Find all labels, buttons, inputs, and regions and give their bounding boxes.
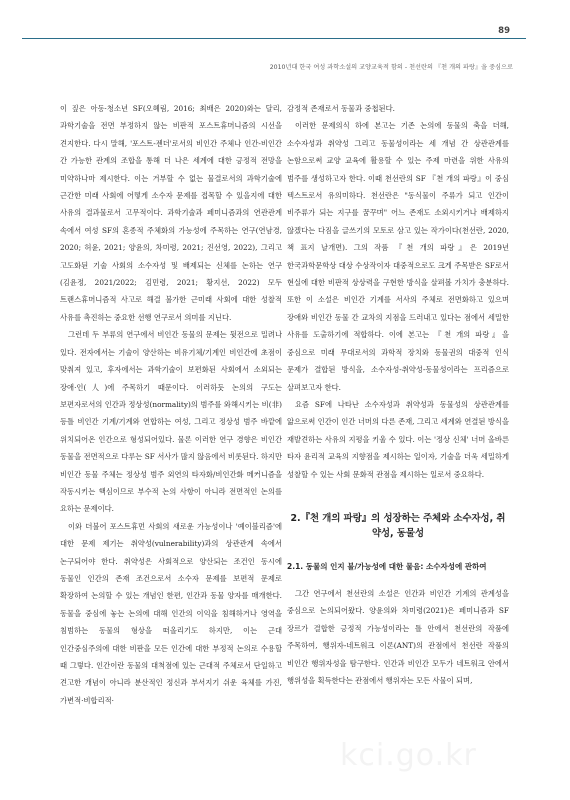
body-text	[287, 100, 509, 483]
running-head: 2010년대 한국 여성 과학소설의 교양교육적 함의 - 천선란의 『천 개의 파랑』을 중심으로	[269, 64, 513, 71]
page-number: 89	[498, 26, 510, 36]
subsection-gap	[287, 542, 509, 560]
left-column	[60, 100, 282, 709]
body-text	[60, 100, 282, 709]
right-column	[287, 100, 509, 689]
subsection-heading: 2.1. 동물의 인지 불/가능성에 대한 물음: 소수자성에 관하여	[287, 561, 487, 571]
paragraph: 이와 더불어 포스트휴먼 사회의 새로운 가능성이나 '예이블리즘'에 대한 문제 제기는 취약성(vulnerability)과의 상관관계 속에서 논구되어야 한다. 취약성은 사회적으로 양산되는 조건인 동시에 동물인 인간의 존재 조건으로서 소수자 문제를 보편적 문제로 확장하여 논의할 수 있는 개념인 한편, 인간과 동물 양자를 매개한다. 동물을 중심에 놓는 논의에 대해 인간의 이익을 침해하거나 영역을 침범하는 동물의 형상을 떠올리기도 하지만, 이는 근대 인간중심주의에 대한 비판을 모든 인간에 대한 부정적 논의로 수용할 때 그렇다. 인간이란 동물의 대척점에 있는 근대적 주체로서 단일하고 견고한 개념이 아니라 분산적인 정신과 부서지기 쉬운 육체를 가진, 가변적·비합리적·	[60, 521, 282, 705]
paragraph: 이 짚은 아동·청소년 SF(오혜림, 2016; 최배은 2020)와는 달리, 과학기술을 전면 부정하지 않는 비판적 포스트휴머니즘의 시선을 견지한다. 다시 말해, '포스트-젠더'로서의 비인간 주체나 인간-비인간 간 가능한 관계의 조합을 통해 더 나은 세계에 대한 긍정적 전망을 미약하나마 제시한다. 이는 거부할 수 없는 물결로서의 과학기술에 근간한 미래 사회에 어떻게 소수자 문제를 접목할 수 있을지에 대한 사유의 결과물로서 고무적이다. 과학기술과 페미니즘과의 연관관계 속에서 여성 SF의 혼종적 주체화의 가능성에 주목하는 연구(연남경, 2020; 허윤, 2021; 양윤의, 차미령, 2021; 진선영, 2022), 그리고 고도화된 기술 사회의 소수자성 및 배제되는 신체를 논하는 연구(김윤정, 2021/2022; 김민령, 2021; 황지선, 2022) 모두 트랜스휴머니즘적 사고로 해결 불가한 근미래 사회에 대한 성찰적 사유를 촉진하는 중요한 선행 연구로서 의미를 지닌다.	[60, 104, 282, 322]
paragraph-gap	[287, 573, 509, 585]
paragraph: 요즘 SF에 나타난 소수자성과 취약성과 동물성의 상관관계를 앎으로써 인간이 인간 너머의 다른 존재, 그리고 세계와 연결된 방식을 재발견하는 사유의 지평을 키울 수 있다. 이는 '정상 신체' 너머 올바른 타자 윤리적 교육의 지향점을 제시하는 일이자, 기술을 더욱 세밀하게 성찰할 수 있는 사회 문화적 관점을 제시하는 일로서 중요하다.	[287, 399, 509, 479]
watermark: kci.go.kr	[340, 738, 477, 773]
paragraph: 이러한 문제의식 하에 본고는 기존 논의에 동물의 축을 더해, 소수자성과 취약성 그리고 동물성이라는 세 개념 간 상관관계를 논함으로써 교양 교육에 활용할 수 있는 주제 마련을 위한 사유의 범주를 생성하고자 한다. 이때 천선란의 SF 『천 개의 파랑』이 중심 텍스트로서 유의미하다. 천선란은 "동식물이 주류가 되고 인간이 비주류가 되는 지구를 꿈꾸며" 어느 존재도 소외시키거나 배제하지 않겠다는 다짐을 글쓰기의 모토로 삼고 있는 작가이다(천선란, 2020, 책 표지 날개면). 그의 작품 『천 개의 파랑』은 2019년 한국과학문학상 대상 수상작이자 대중적으로도 크게 주목받은 SF로서 현실에 대한 비판적 상상력을 구현한 방식을 살펴볼 가치가 충분하다. 또한 이 소설은 비인간 기계를 서사의 주체로 전면화하고 있으며 장애와 비인간 동물 간 교차의 지점을 드러내고 있다는 점에서 세밀한 사유를 도출하기에 적합하다. 이에 본고는 『천 개의 파랑』을 중심으로 미래 무대로서의 과학적 장치와 동물권의 대중적 인식 문제가 결합된 방식을, 소수자성-취약성-동물성이라는 프리즘으로 살펴보고자 한다.	[287, 121, 509, 392]
paragraph: 그간 연구에서 천선란의 소설은 인간과 비인간 기계의 관계성을 중심으로 논의되어왔다. 양윤의와 차미령(2021)은 페미니즘과 SF 장르가 결합한 긍정적 가능성이라는 틀 안에서 천선란의 작품에 주목하여, 행위자-네트워크 이론(ANT)의 관점에서 천선란 작품의 비인간 행위자성을 탐구한다. 인간과 비인간 모두가 네트워크 안에서 행위성을 획득한다는 관점에서 행위자는 모든 사물이 되며,	[287, 588, 509, 685]
paragraph: 그런데 두 부류의 연구에서 비인간 동물의 문제는 뒷전으로 밀려나 있다. 전자에서는 기술이 양산하는 비유기체/기계인 비인간에 초점이 맞춰져 있고, 후자에서는 과학기술이 보편화된 사회에서 소외되는 장애·인(人)에 주목하기 때문이다. 이러하듯 논의의 구도는 보편자로서의 인간과 정상성(normality)의 범주를 와해시키는 비(非)등틀 비인간 기계/기계와 연합하는 여성, 그리고 정상성 범주 바깥에 위치되어온 인간으로 형성되어있다. 물론 이러한 연구 경향은 비인간 동물을 전면적으로 다루는 SF 서사가 많지 않음에서 비롯된다. 하지만 비인간 동물 주체는 정상성 범주 외연의 타자화/비인간화 메커니즘을 작동시키는 핵심이므로 부수적 논의 사항이 아니라 전면적인 논의를 요하는 문제이다.	[60, 330, 282, 514]
section-heading: 2.『천 개의 파랑』의 성장하는 주체와 소수자성, 취약성, 동물성	[290, 512, 506, 540]
body-text	[287, 585, 509, 689]
paragraph: 감정적 존재로서 동물과 중첩된다.	[287, 104, 395, 113]
header-rule	[22, 38, 526, 39]
section-gap	[287, 483, 509, 511]
